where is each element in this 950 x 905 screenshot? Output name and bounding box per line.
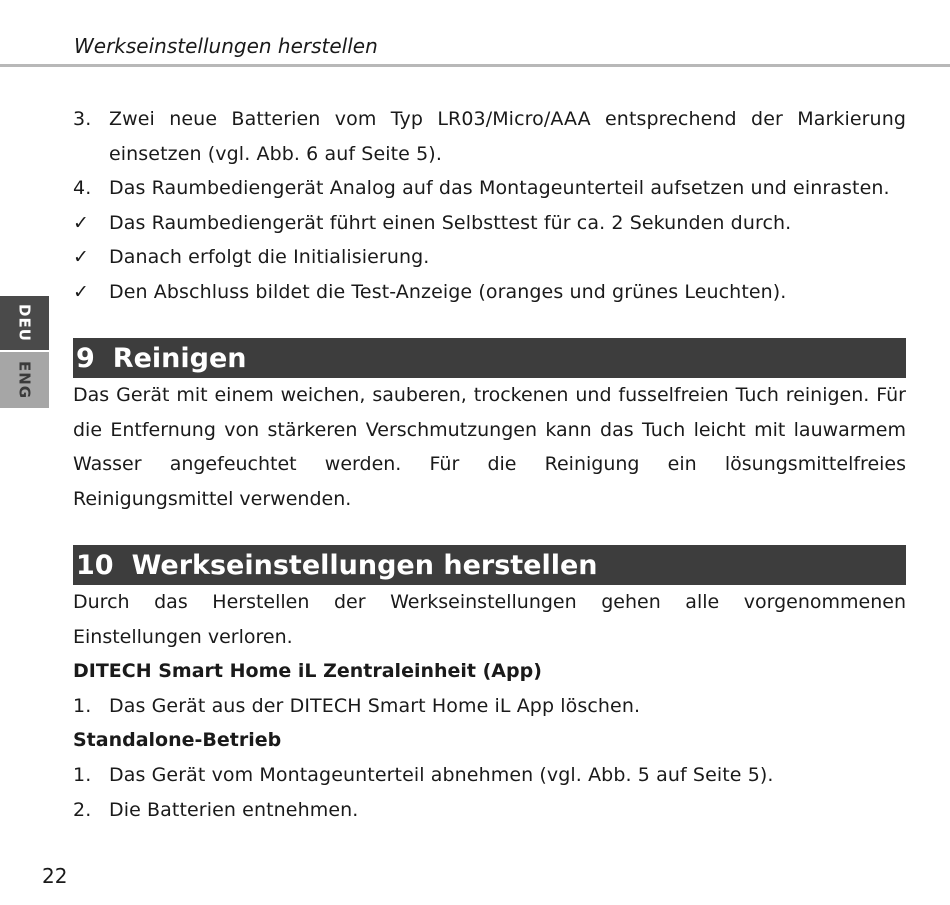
list-item <box>73 102 906 171</box>
section-title: Werkseinstellungen herstellen <box>131 550 598 581</box>
list-marker: 1. <box>73 764 92 786</box>
steps-list-top <box>73 102 906 309</box>
section-title: Reinigen <box>112 343 247 374</box>
list-item <box>73 793 906 828</box>
section-10-intro: Durch das Herstellen der Werkseinstellungen gehen alle vorgenommenen Einstellungen verloren. <box>73 591 906 648</box>
check-icon: ✓ <box>73 280 90 303</box>
page-number: 22 <box>42 864 68 888</box>
list-item-text: Das Raumbediengerät führt einen Selbsttest für ca. 2 Sekunden durch. <box>109 211 792 234</box>
list-item-text: Zwei neue Batterien vom Typ LR03/Micro/AAA entsprechend der Markierung einsetzen (vgl. Abb. 6 auf Seite 5). <box>109 108 906 165</box>
list-item-text: Den Abschluss bildet die Test-Anzeige (oranges und grünes Leuchten). <box>109 280 787 303</box>
section-10-heading <box>73 545 906 585</box>
language-tab-eng-label: ENG <box>15 360 34 400</box>
list-marker: 4. <box>73 177 92 199</box>
check-icon: ✓ <box>73 211 90 234</box>
check-icon: ✓ <box>73 246 90 268</box>
language-tab-eng[interactable] <box>0 352 49 408</box>
section-9-heading <box>73 338 906 378</box>
list-item-text: Danach erfolgt die Initialisierung. <box>109 246 430 268</box>
list-item <box>73 758 906 793</box>
list-item-text: Das Gerät aus der DITECH Smart Home iL App löschen. <box>109 695 641 717</box>
list-item <box>73 689 906 724</box>
list-marker: 1. <box>73 695 92 717</box>
list-marker: 3. <box>73 108 92 130</box>
list-item <box>73 206 906 241</box>
list-item <box>73 240 906 275</box>
section-number: 9 <box>76 343 95 374</box>
list-item <box>73 275 906 310</box>
header-rule <box>0 64 950 67</box>
subheading-app: DITECH Smart Home iL Zentraleinheit (App) <box>73 660 542 682</box>
steps-list-app <box>73 689 906 724</box>
language-tab-deu-label: DEU <box>15 304 34 342</box>
list-item <box>73 171 906 206</box>
list-item-text: Die Batterien entnehmen. <box>109 798 359 821</box>
steps-list-standalone <box>73 758 906 827</box>
section-number: 10 <box>76 550 114 581</box>
list-marker: 2. <box>73 798 92 821</box>
running-header: Werkseinstellungen herstellen <box>74 34 378 58</box>
language-tab-deu[interactable] <box>0 296 49 350</box>
subheading-standalone: Standalone-Betrieb <box>73 729 282 751</box>
list-item-text: Das Gerät vom Montageunterteil abnehmen (vgl. Abb. 5 auf Seite 5). <box>109 764 774 786</box>
list-item-text: Das Raumbediengerät Analog auf das Montageunterteil aufsetzen und einrasten. <box>109 177 890 199</box>
section-9-body: Das Gerät mit einem weichen, sauberen, trockenen und fusselfreien Tuch reinigen. Für die Entfernung von stärkeren Verschmutzungen kann das Tuch leicht mit lauwarmem Wasser angefeuchtet werden. Für die Reinigung ein lösungsmittelfreies Reinigungsmittel verwenden. <box>73 384 906 510</box>
